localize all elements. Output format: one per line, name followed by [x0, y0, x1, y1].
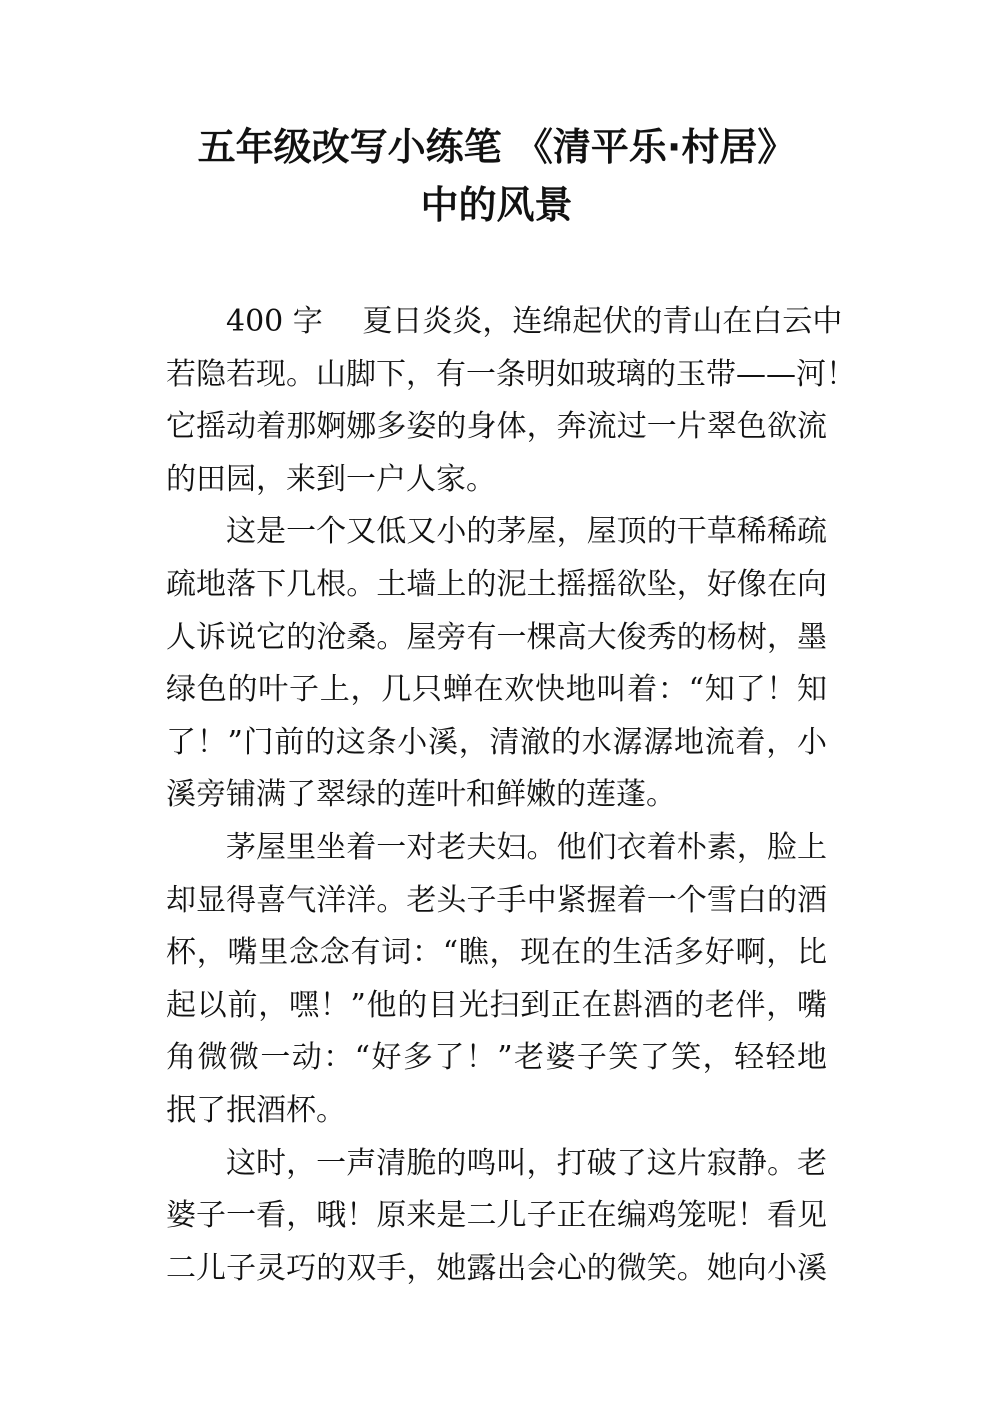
text-line: 若隐若现。山脚下，有一条明如玻璃的玉带——河！ [166, 356, 856, 392]
text-line: 杯，嘴里念念有词：“瞧，现在的生活多好啊，比 [166, 935, 827, 971]
text-line: 这是一个又低又小的茅屋，屋顶的干草稀稀疏 [226, 514, 827, 550]
title-line-1: 五年级改写小练笔 《清平乐·村居》 [197, 125, 796, 169]
title-line-2: 中的风景 [420, 183, 573, 227]
text-line: 疏地落下几根。土墙上的泥土摇摇欲坠，好像在向 [166, 566, 827, 602]
text-line: 二儿子灵巧的双手，她露出会心的微笑。她向小溪 [166, 1250, 827, 1286]
article-body [166, 296, 856, 1295]
text-line: 角微微一动：“好多了！”老婆子笑了笑，轻轻地 [166, 1040, 827, 1076]
text-line: 却显得喜气洋洋。老头子手中紧握着一个雪白的酒 [166, 882, 827, 918]
text-line: 溪旁铺满了翠绿的莲叶和鲜嫩的莲蓬。 [166, 777, 676, 813]
page-title [120, 118, 873, 234]
text-line: 绿色的叶子上，几只蝉在欢快地叫着：“知了！知 [166, 672, 827, 708]
text-line: 400 字 夏日炎炎，连绵起伏的青山在白云中 [226, 304, 843, 339]
text-line: 了！”门前的这条小溪，清澈的水潺潺地流着，小 [166, 724, 827, 760]
text-line: 这时，一声清脆的鸣叫，打破了这片寂静。老 [226, 1145, 827, 1181]
text-line: 抿了抿酒杯。 [166, 1092, 346, 1128]
text-line: 它摇动着那婀娜多姿的身体，奔流过一片翠色欲流 [166, 409, 827, 445]
text-line: 茅屋里坐着一对老夫妇。他们衣着朴素，脸上 [226, 829, 827, 865]
text-line: 起以前，嘿！”他的目光扫到正在斟酒的老伴，嘴 [166, 987, 827, 1023]
text-line: 人诉说它的沧桑。屋旁有一棵高大俊秀的杨树，墨 [166, 619, 827, 655]
text-line: 婆子一看，哦！原来是二儿子正在编鸡笼呢！看见 [166, 1198, 827, 1234]
text-line: 的田园，来到一户人家。 [166, 461, 496, 497]
